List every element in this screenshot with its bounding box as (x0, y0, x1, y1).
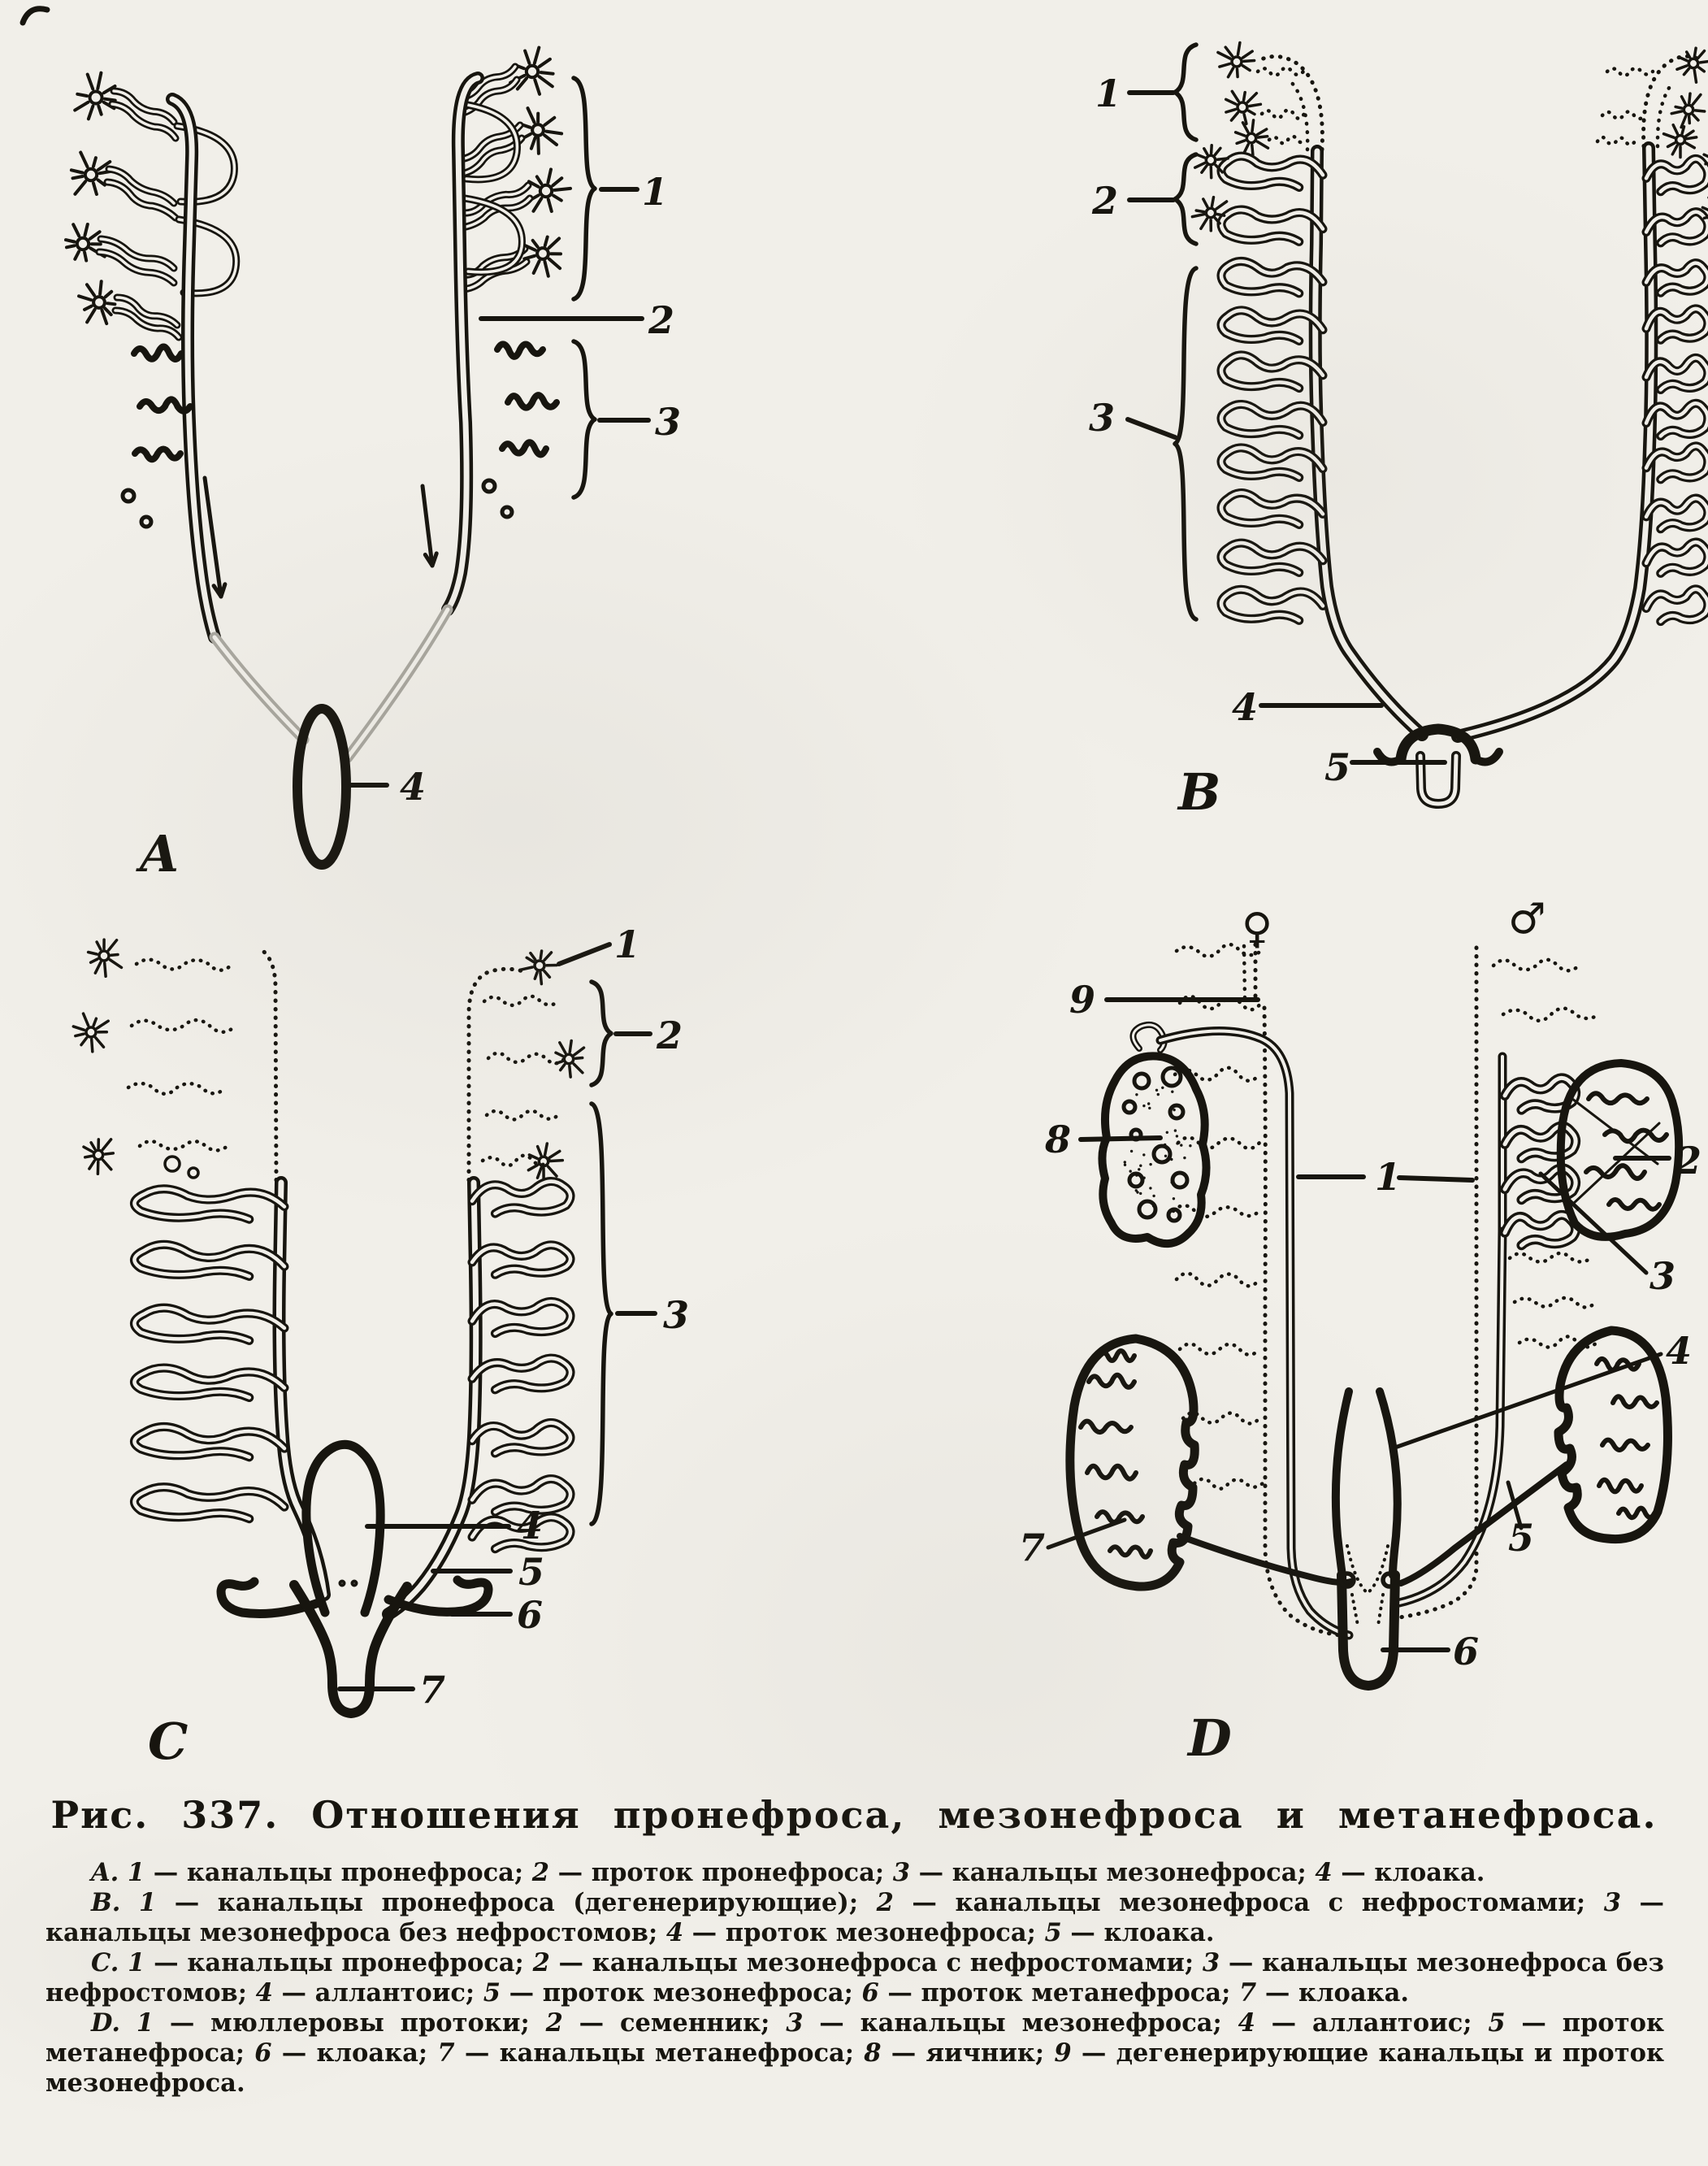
pronephric-duct-left (172, 99, 215, 637)
metanephros-right-kidney (1401, 1330, 1667, 1583)
panel-d-diagram (1019, 895, 1701, 1768)
label-a-1: 1 (642, 170, 669, 214)
label-a-3: 3 (655, 400, 682, 444)
label-a-4: 4 (400, 765, 427, 809)
label-d-8: 8 (1045, 1118, 1072, 1161)
degenerating-pronephros-left (1218, 43, 1323, 155)
label-d-7: 7 (1019, 1526, 1046, 1569)
label-leaders-b (1128, 45, 1445, 762)
pronephric-duct-left-lower (215, 637, 304, 740)
label-d-6: 6 (1453, 1630, 1480, 1673)
mesonephric-duct-right-b (1458, 148, 1651, 736)
degenerating-mesonephric-tubules-female (1173, 944, 1263, 1489)
label-a-2: 2 (648, 298, 675, 342)
label-d-2: 2 (1675, 1139, 1702, 1183)
ovary-shape (1102, 1056, 1206, 1244)
panel-letter-b: B (1178, 762, 1221, 822)
panel-letter-c: C (148, 1712, 189, 1771)
mesonephric-tubule-buds-left (123, 347, 190, 527)
pronephric-duct-right-lower (348, 610, 448, 757)
label-b-4: 4 (1232, 685, 1259, 729)
mesonephric-tubules-right-c (472, 1182, 570, 1549)
degenerating-pronephros-right (1597, 48, 1708, 157)
label-c-2: 2 (657, 1014, 683, 1057)
legend-line: B. 1 — канальцы пронефроса (дегенерирующие); 2 — канальцы мезонефроса с нефростомами; 3 — канальцы мезонефроса без нефростомов; 4 — проток мезонефроса; 5 — клоака. (46, 1888, 1664, 1947)
degenerating-pronephros-right-c (469, 951, 584, 1180)
pronephros-tufts-left (66, 73, 236, 337)
flow-arrows (205, 478, 436, 597)
legend-line: A. 1 — канальцы пронефроса; 2 — проток пронефроса; 3 — канальцы мезонефроса; 4 — клоака. (91, 1858, 1485, 1887)
label-d-1: 1 (1375, 1155, 1402, 1199)
figure-legend (46, 1858, 1664, 2099)
label-c-7: 7 (419, 1668, 446, 1712)
metanephros-left-kidney (1070, 1339, 1350, 1587)
panel-c-diagram (73, 922, 689, 1771)
mesonephric-tubule-buds-right (483, 344, 557, 517)
degenerating-pronephros-left-c (73, 940, 276, 1180)
muellerian-duct-female (1133, 1025, 1349, 1635)
legend-line: D. 1 — мюллеровы протоки; 2 — семенник; 3 — канальцы мезонефроса; 4 — аллантоис; 5 — проток метанефроса; 6 — клоака; 7 — канальцы метанефроса; 8 — яичник; 9 — дегенерирующие канальцы и проток мезонефроса. (46, 2008, 1664, 2098)
label-d-5: 5 (1508, 1516, 1535, 1560)
cloaca-shape-b (1377, 729, 1499, 804)
scan-artifact (23, 9, 47, 23)
mesonephric-tubules-left-c (134, 1189, 284, 1519)
mesonephric-duct-right-c (388, 1183, 476, 1614)
label-b-5: 5 (1324, 745, 1351, 789)
label-c-5: 5 (518, 1550, 545, 1594)
label-b-2: 2 (1092, 179, 1119, 223)
label-d-9: 9 (1069, 978, 1096, 1022)
figure-caption: Рис. 337. Отношения пронефроса, мезонефроса и метанефроса. (50, 1793, 1658, 1837)
label-c-4: 4 (517, 1504, 544, 1547)
label-d-3: 3 (1649, 1254, 1676, 1298)
male-symbol: ♂ (1508, 895, 1546, 944)
mesonephric-duct-left-b (1316, 151, 1422, 735)
panel-letter-a: A (140, 824, 180, 883)
panel-a-diagram (66, 48, 681, 883)
label-leaders-a (351, 78, 648, 785)
label-leaders-c (340, 944, 655, 1689)
degenerating-tubules-below-testis (1510, 1253, 1597, 1348)
label-c-3: 3 (663, 1293, 690, 1337)
cloaca-shape-a (297, 709, 346, 865)
label-d-4: 4 (1666, 1329, 1693, 1373)
label-c-1: 1 (614, 922, 641, 966)
label-b-1: 1 (1095, 72, 1122, 115)
label-b-3: 3 (1089, 396, 1116, 440)
panel-b-diagram (1089, 43, 1708, 823)
female-symbol: ♀ (1242, 905, 1273, 953)
panel-letter-d: D (1188, 1708, 1232, 1768)
label-c-6: 6 (517, 1593, 544, 1637)
mesonephric-tubules-left-b (1192, 145, 1323, 621)
legend-line: C. 1 — канальцы пронефроса; 2 — канальцы мезонефроса с нефростомами; 3 — канальцы мезонефроса без нефростомов; 4 — аллантоис; 5 — проток мезонефроса; 6 — проток метанефроса; 7 — клоака. (46, 1948, 1664, 2008)
